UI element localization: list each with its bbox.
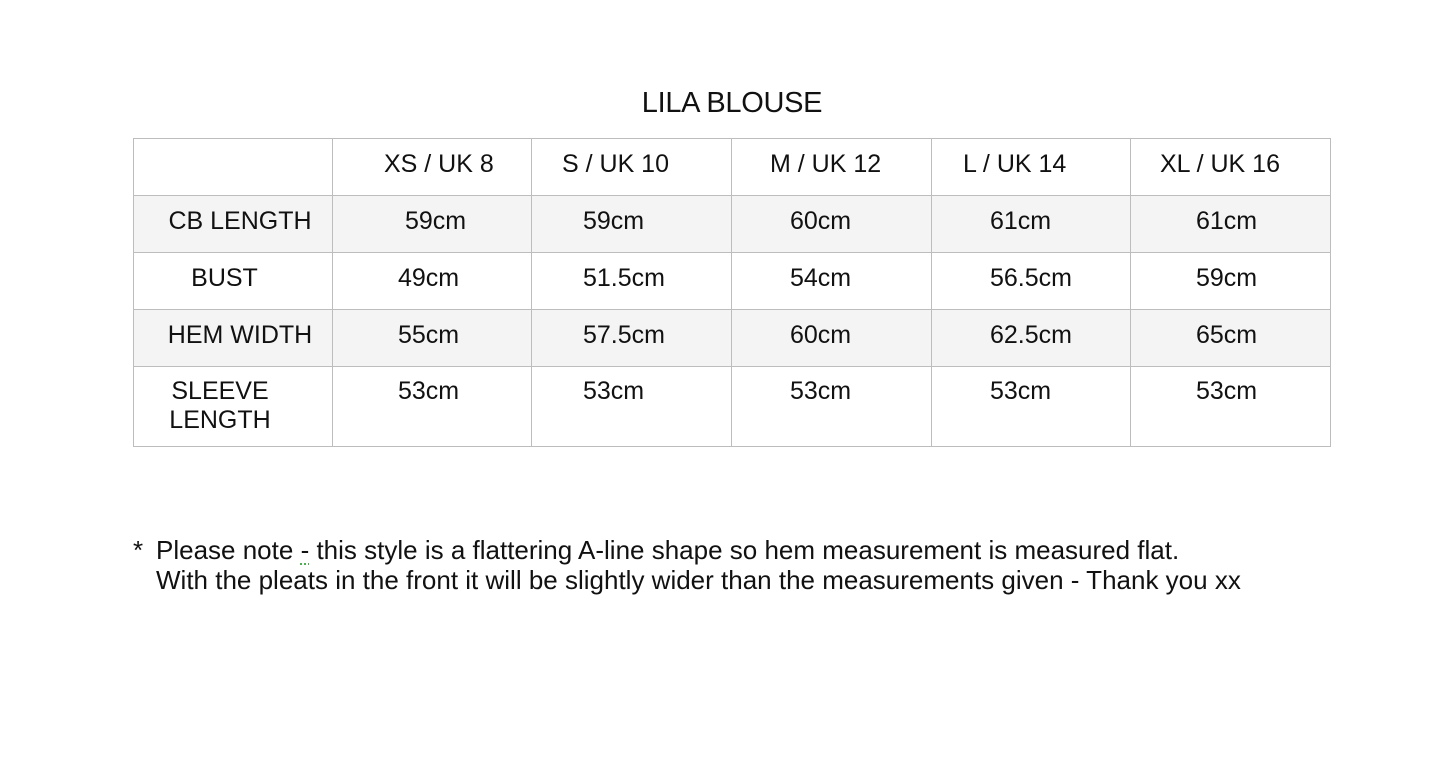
value-cell (932, 253, 1131, 310)
note-dash: - (300, 535, 310, 565)
row-label-line: SLEEVE (171, 377, 269, 405)
header-label: XS / UK 8 (384, 150, 494, 178)
value-cell (333, 253, 532, 310)
size-chart-table (133, 138, 1331, 447)
value-cell (732, 253, 932, 310)
header-cell-s (532, 139, 732, 196)
measurement-value: 53cm (1196, 377, 1258, 405)
row-label: BUST (191, 264, 258, 292)
measurement-value: 55cm (398, 321, 460, 349)
measurement-value: 61cm (1196, 207, 1258, 235)
value-cell (333, 310, 532, 367)
table-row-cb-length (134, 196, 1331, 253)
value-cell (932, 367, 1131, 447)
value-cell (732, 196, 932, 253)
measurement-value: 54cm (790, 264, 852, 292)
value-cell (932, 196, 1131, 253)
value-cell (732, 310, 932, 367)
measurement-value: 65cm (1196, 321, 1258, 349)
value-cell (932, 310, 1131, 367)
header-cell-empty (134, 139, 333, 196)
row-label: CB LENGTH (168, 207, 312, 235)
table-row-sleeve-length (134, 367, 1331, 447)
row-label-cell (134, 310, 333, 367)
table-row-hem-width (134, 310, 1331, 367)
note-line-1: Please note - this style is a flattering A-line shape so hem measurement is measured flat. (156, 535, 1180, 565)
row-label (134, 367, 332, 435)
measurement-value: 60cm (790, 207, 852, 235)
value-cell (532, 253, 732, 310)
note-text (156, 535, 1241, 595)
value-cell (532, 196, 732, 253)
row-label-line: LENGTH (169, 406, 271, 434)
table-header-row (134, 139, 1331, 196)
measurement-value: 59cm (405, 207, 467, 235)
row-label-cell (134, 196, 333, 253)
header-label: XL / UK 16 (1160, 150, 1280, 178)
page-title: LILA BLOUSE (641, 87, 823, 119)
header-cell-m (732, 139, 932, 196)
measurement-value: 53cm (790, 377, 852, 405)
measurement-value: 61cm (990, 207, 1052, 235)
table-row-bust (134, 253, 1331, 310)
header-label: S / UK 10 (562, 150, 669, 178)
measurement-value: 53cm (398, 377, 460, 405)
row-label-cell (134, 367, 333, 447)
value-cell (1131, 196, 1331, 253)
value-cell (1131, 310, 1331, 367)
row-label-cell (134, 253, 333, 310)
measurement-value: 60cm (790, 321, 852, 349)
value-cell (1131, 253, 1331, 310)
value-cell (532, 310, 732, 367)
measurement-value: 59cm (583, 207, 645, 235)
row-label: HEM WIDTH (167, 321, 313, 349)
measurement-value: 59cm (1196, 264, 1258, 292)
measurement-value: 57.5cm (583, 321, 665, 349)
value-cell (333, 367, 532, 447)
measurement-value: 49cm (398, 264, 460, 292)
value-cell (333, 196, 532, 253)
header-cell-xs (333, 139, 532, 196)
measurement-value: 53cm (990, 377, 1052, 405)
note-line-2: With the pleats in the front it will be slightly wider than the measurements given - Thank you xx (156, 565, 1241, 595)
value-cell (1131, 367, 1331, 447)
header-label: L / UK 14 (963, 150, 1067, 178)
value-cell (532, 367, 732, 447)
measurement-value: 53cm (583, 377, 645, 405)
measurement-value: 56.5cm (990, 264, 1072, 292)
measurement-value: 51.5cm (583, 264, 665, 292)
note-asterisk: * (133, 535, 144, 565)
value-cell (732, 367, 932, 447)
header-cell-xl (1131, 139, 1331, 196)
measurement-value: 62.5cm (990, 321, 1072, 349)
header-label: M / UK 12 (770, 150, 882, 178)
header-cell-l (932, 139, 1131, 196)
